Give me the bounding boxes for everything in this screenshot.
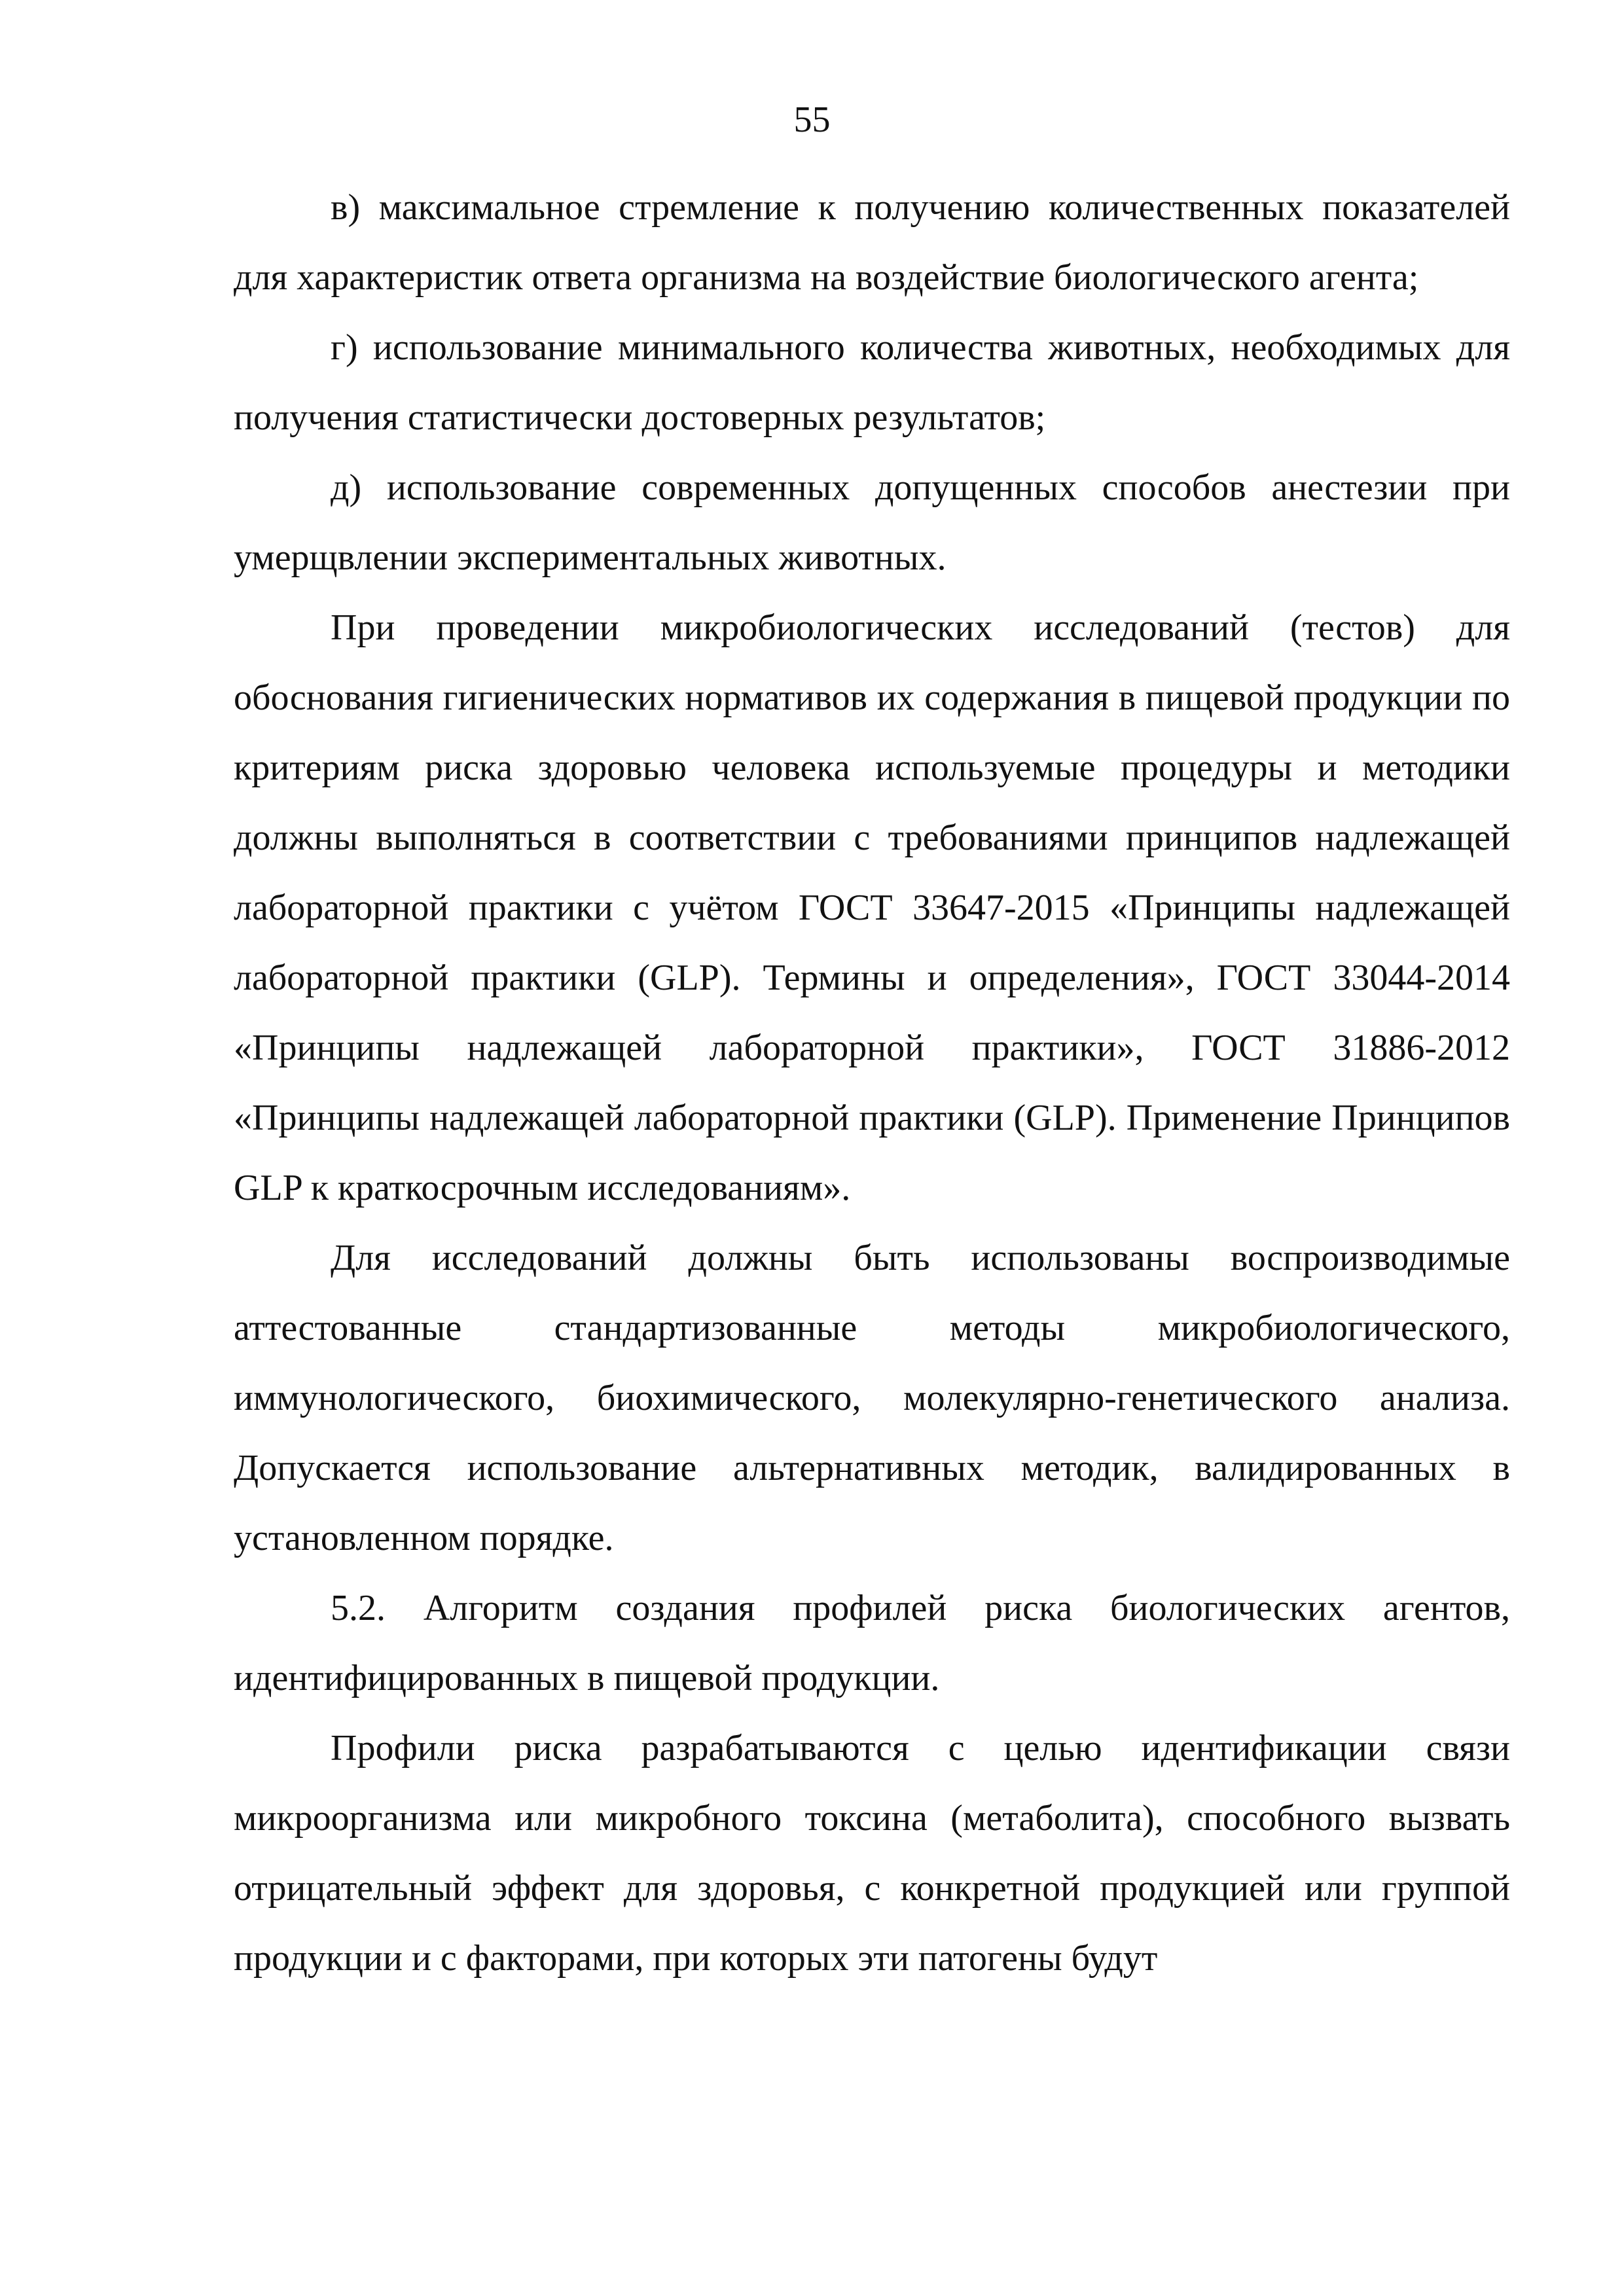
paragraph-item-v: в) максимальное стремление к получению количественных показателей для характеристик ответа организма на воздействие биологического агента; xyxy=(234,187,1510,298)
paragraph-methods: Для исследований должны быть использованы воспроизводимые аттестованные стандартизованные методы микробиологического, иммунологического, биохимического, молекулярно-генетического анализа. Допускается использование альтернативных методик, валидированных в установленном порядке. xyxy=(234,1238,1510,1558)
page-number: 55 xyxy=(793,99,831,140)
paragraph-microbiological-tests: При проведении микробиологических исследований (тестов) для обоснования гигиенических нормативов их содержания в пищевой продукции по критериям риска здоровью человека используемые процедуры и методики должны выполняться в соответствии с требованиями принципов надлежащей лабораторной практики с учётом ГОСТ 33647-2015 «Принципы надлежащей лабораторной практики (GLP). Термины и определения», ГОСТ 33044-2014 «Принципы надлежащей лабораторной практики», ГОСТ 31886-2012 «Принципы надлежащей лабораторной практики (GLP). Применение Принципов GLP к краткосрочным исследованиям». xyxy=(234,607,1510,1208)
body-text xyxy=(234,173,1510,1994)
paragraph-item-d: д) использование современных допущенных способов анестезии при умерщвлении экспериментальных животных. xyxy=(234,467,1510,578)
paragraph-risk-profiles: Профили риска разрабатываются с целью идентификации связи микроорганизма или микробного токсина (метаболита), способного вызвать отрицательный эффект для здоровья, с конкретной продукцией или группой продукции и с факторами, при которых эти патогены будут xyxy=(234,1728,1510,1979)
section-heading-5-2: 5.2. Алгоритм создания профилей риска биологических агентов, идентифицированных в пищевой продукции. xyxy=(234,1588,1510,1698)
paragraph-item-g: г) использование минимального количества животных, необходимых для получения статистически достоверных результатов; xyxy=(234,327,1510,438)
